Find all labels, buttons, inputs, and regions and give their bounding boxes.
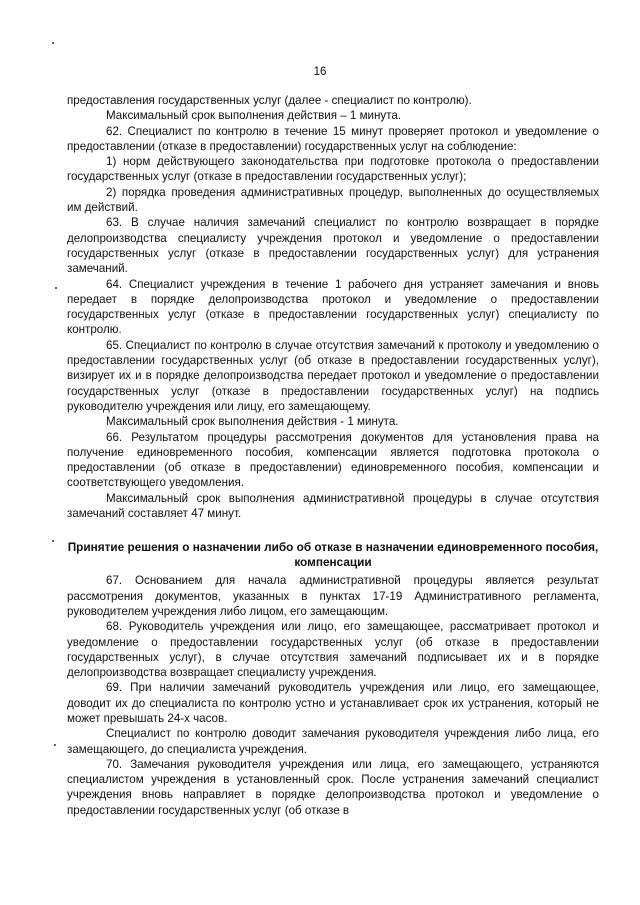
paragraph: Максимальный срок выполнения действия – 1 минута.: [106, 109, 402, 123]
paragraph: 65. Специалист по контролю в случае отсутствия замечаний к протоколу и уведомлению о предоставлении государственных услуг (об отказе в предоставлении государственных услуг), визирует их и в порядке делопроизводства передает протокол и уведомление о предоставлении государственных услуг (отказе в предоставлении государственных услуг) на подпись руководителю учреждения или лицу, его замещающему.: [67, 338, 599, 413]
paragraph: 70. Замечания руководителя учреждения или лица, его замещающего, устраняются специалистом учреждения в установленный срок. После устранения замечаний специалист учреждения вновь направляет в порядке делопроизводства протокол и уведомление о предоставлении государственных услуг (об отказе в: [67, 757, 599, 817]
paragraph: Максимальный срок выполнения административной процедуры в случае отсутствия замечаний составляет 47 минут.: [67, 491, 599, 521]
document-body: [67, 93, 599, 818]
paragraph: Максимальный срок выполнения действия - 1 минута.: [106, 415, 399, 429]
paragraph: 2) порядка проведения административных процедур, выполненных до осуществляемых им действий.: [67, 185, 599, 215]
paragraph: предоставления государственных услуг (далее - специалист по контролю).: [67, 94, 472, 107]
section-heading: Принятие решения о назначении либо об отказе в назначении единовременного пособия, компенсации: [67, 540, 599, 569]
paragraph: 67. Основанием для начала административной процедуры является результат рассмотрения документов, указанных в пунктах 17-19 Административного регламента, руководителем учреждения либо лицом, его замещающим.: [67, 574, 599, 618]
paragraph: 66. Результатом процедуры рассмотрения документов для установления права на получение единовременного пособия, компенсации является подготовка протокола о предоставлении (об отказе в предоставлении) единовременного пособия, компенсации и соответствующего уведомления.: [67, 430, 599, 490]
scan-speck: [54, 744, 56, 746]
paragraph: 62. Специалист по контролю в течение 15 минут проверяет протокол и уведомление о предоставлении (отказе в предоставлении) государственных услуг на соблюдение:: [67, 124, 599, 153]
scan-speck: [52, 540, 54, 542]
paragraph: 69. При наличии замечаний руководитель учреждения или лицо, его замещающее, доводит их до специалиста по контролю устно и устанавливает срок их устранения, который не может превышать 24-х часов.: [67, 681, 599, 725]
scan-speck: [55, 287, 57, 289]
scan-speck: [52, 42, 54, 44]
paragraph: 64. Специалист учреждения в течение 1 рабочего дня устраняет замечания и вновь передает в порядке делопроизводства протокол и уведомление о предоставлении государственных услуг (отказе в предоставлении государственных услуг) специалисту по контролю.: [67, 277, 599, 337]
paragraph: Специалист по контролю доводит замечания руководителя учреждения либо лица, его замещающего, до специалиста учреждения.: [67, 727, 599, 756]
paragraph: 1) норм действующего законодательства при подготовке протокола о предоставлении государственных услуг (отказе в предоставлении государственных услуг);: [67, 155, 599, 184]
paragraph: 63. В случае наличия замечаний специалист по контролю возвращает в порядке делопроизводства специалисту учреждения протокол и уведомление о предоставлении государственных услуг (отказе в предоставлении государственных услуг) для устранения замечаний.: [67, 216, 599, 276]
page-number: 16: [313, 66, 327, 78]
paragraph: 68. Руководитель учреждения или лицо, его замещающее, рассматривает протокол и уведомление о предоставлении государственных услуг (об отказе в предоставлении государственных услуг), в случае отсутствия замечаний подписывает их и в порядке делопроизводства возвращает специалисту учреждения.: [67, 620, 599, 680]
